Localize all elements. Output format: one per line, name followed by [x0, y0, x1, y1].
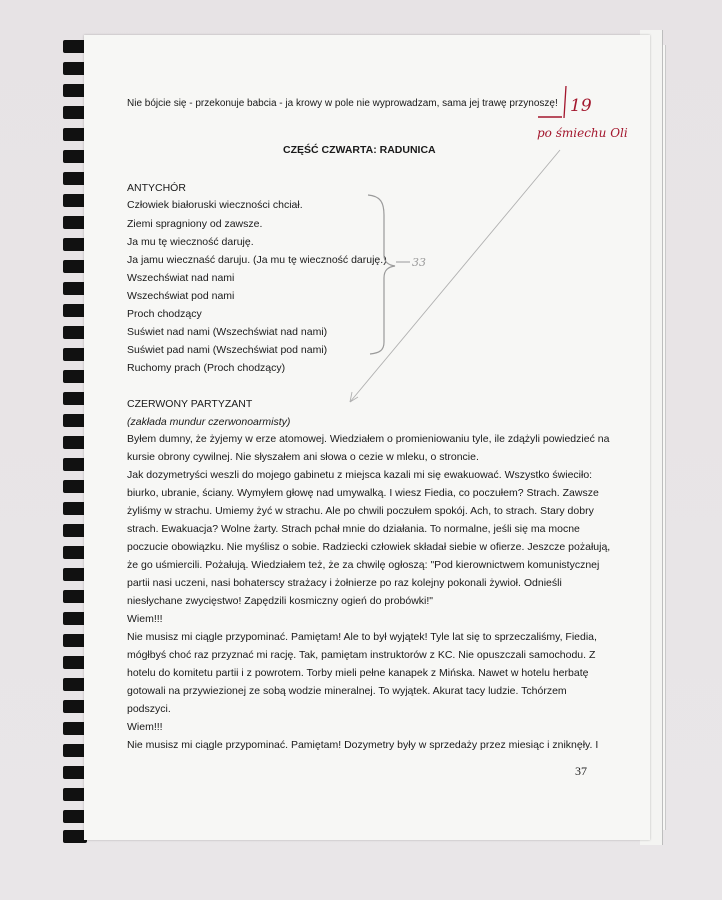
antychor-line: Wszechświat nad nami: [127, 272, 235, 284]
antychor-line: Ja mu tę wieczność daruję.: [127, 236, 254, 248]
pencil-arrow: [350, 150, 560, 402]
antychor-line: Ja jamu wiecznaść daruju. (Ja mu tę wieczność daruję.): [127, 254, 387, 266]
page-number: 37: [575, 764, 587, 778]
antychor-line: Proch chodzący: [127, 308, 202, 320]
antychor-line: Ruchomy prach (Proch chodzący): [127, 362, 286, 374]
partyzant-line: strach. Ewakuacja? Wolne żarty. Strach pchał mnie do działania. To normalne, jeśli się ma mocne: [127, 523, 580, 535]
antychor-line: Człowiek białoruski wieczności chciał.: [127, 199, 303, 211]
antychor-line: Wszechświat pod nami: [127, 290, 235, 302]
partyzant-line: gotowali na przywiezionej ze sobą wodzie mineralnej. To wyjątek. Akurat tacy ludzie. Tchórzem: [127, 685, 567, 697]
section-title: CZĘŚĆ CZWARTA: RADUNICA: [283, 144, 436, 156]
antychor-line: Suświet nad nami (Wszechświat nad nami): [127, 326, 328, 338]
antychor-line: Suświet pad nami (Wszechświat pod nami): [127, 344, 328, 356]
red-annotation-note: po śmiechu Oli: [537, 126, 628, 140]
top-line: Nie bójcie się - przekonuje babcia - ja krowy w pole nie wyprowadzam, sama jej trawę przynoszę!: [127, 98, 558, 109]
partyzant-line: niesłychane zwycięstwo! Zapędzili kosmiczny ogień do probówki!": [127, 595, 434, 607]
partyzant-line: Wiem!!!: [127, 613, 163, 625]
red-stroke: [564, 86, 566, 118]
partyzant-line: że go uśmiercili. Pożałują. Wiedziałem też, że za chwilę ogłoszą: "Pod kierownictwem komunistycznej: [127, 559, 600, 571]
partyzant-line: mógłbyś choć raz przyznać mi rację. Tak, pamiętam instruktorów z KC. Nie opuszczali samochodu. Z: [127, 649, 596, 661]
pencil-annotation-mark: 33: [412, 256, 426, 269]
partyzant-line: Byłem dumny, że żyjemy w erze atomowej. Wiedziałem o promieniowaniu tyle, ile zdążyli powiedzieć na: [127, 433, 610, 445]
stage-direction: (zakłada mundur czerwonoarmisty): [127, 416, 291, 428]
pencil-bracket: [368, 195, 395, 354]
partyzant-line: hotelu do komitetu partii i z powrotem. Torby mieli pełne kanapek z Mińska. Nawet w hotelu herbatę: [127, 667, 589, 679]
antychor-heading: ANTYCHÓR: [127, 182, 186, 194]
antychor-line: Ziemi spragniony od zawsze.: [127, 218, 263, 230]
partyzant-line: podszyci.: [127, 703, 171, 715]
partyzant-heading: CZERWONY PARTYZANT: [127, 398, 253, 410]
partyzant-line: żyliśmy w strachu. Umiemy żyć w strachu. Ale po chwili poczułem spokój. Ach, to strach. Stary dobry: [127, 505, 594, 517]
partyzant-line: Nie musisz mi ciągle przypominać. Pamiętam! Ale to był wyjątek! Tyle lat się to sprzeczaliśmy, Fiedia,: [127, 631, 597, 643]
partyzant-line: partii nasi uczeni, nasi bohaterscy strażacy i żołnierze po raz kolejny pokonali żywioł. Odnieśli: [127, 577, 562, 589]
partyzant-line: poczucie obowiązku. Nie myślisz o sobie. Radziecki człowiek składał siebie w ofierze. Jeszcze pożałują,: [127, 541, 611, 553]
red-annotation-number: 19: [570, 96, 592, 116]
partyzant-line: Jak dozymetryści weszli do mojego gabinetu z miejsca kazali mi się ewakuować. Wszystko świeciło:: [127, 469, 593, 481]
partyzant-line: Wiem!!!: [127, 721, 163, 733]
partyzant-line: kursie obrony cywilnej. Nie słyszałem ani słowa o cezie w mleku, o stroncie.: [127, 451, 479, 463]
partyzant-line: Nie musisz mi ciągle przypominać. Pamiętam! Dozymetry były w sprzedaży przez miesiąc i zniknęły. I: [127, 739, 599, 751]
partyzant-line: biurko, ubranie, ściany. Wymyłem głowę nad umywalką. I wiesz Fiedia, co poczułem? Strach. Zawsze: [127, 487, 599, 499]
